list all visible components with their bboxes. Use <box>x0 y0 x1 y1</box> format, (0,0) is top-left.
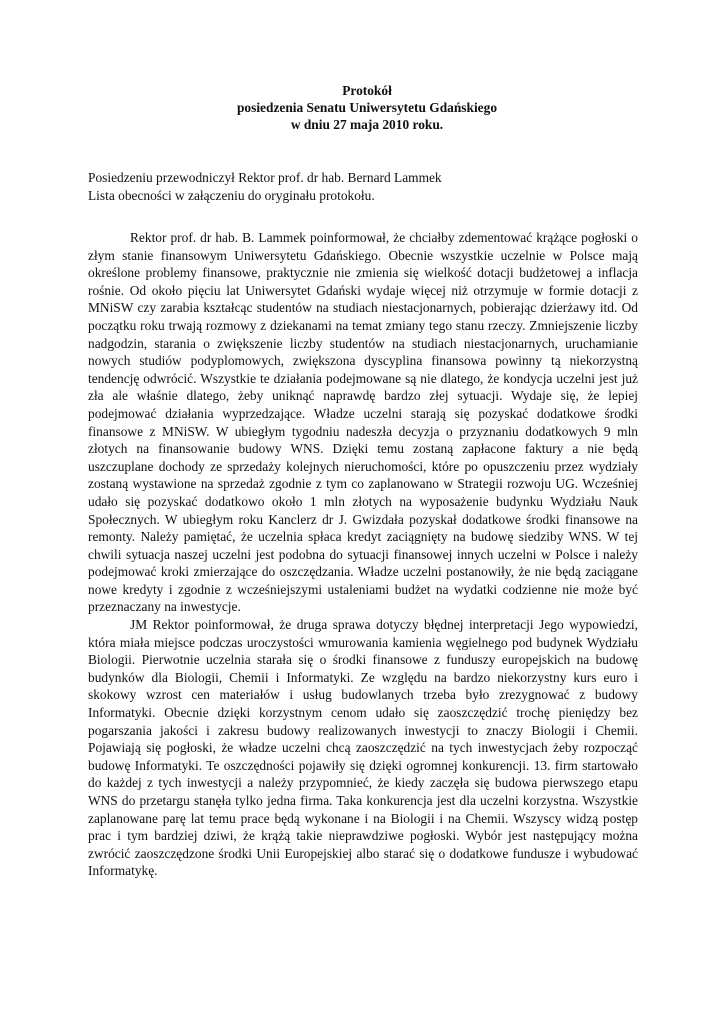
chairperson-line: Posiedzeniu przewodniczył Rektor prof. dr hab. Bernard Lammek <box>88 170 442 185</box>
paragraph-finances: Rektor prof. dr hab. B. Lammek poinformował, że chciałby zdementować krążące pogłoski o złym stanie finansowym Uniwersytetu Gdańskiego. Obecnie wszystkie uczelnie w Polsce mają określone problemy finansowe, praktycznie nie zmienia się wielkość dotacji budżetowej a inflacja rośnie. Od około pięciu lat Uniwersytet Gdański wydaje więcej niż otrzymuje w formie dotacji z MNiSW czy zarabia kształcąc studentów na studiach niestacjonarnych, pobierając dzierżawy itd. Od początku roku trwają rozmowy z dziekanami na temat zmiany tego stanu rzeczy. Zmniejszenie liczby nadgodzin, starania o zwiększenie liczby studentów na studiach niestacjonarnych, uruchamianie nowych studiów podyplomowych, zwiększona dyscyplina finansowa powinny tą niekorzystną tendencję odwrócić. Wszystkie te działania podejmowane są nie dlatego, że kondycja uczelni jest już zła ale właśnie dlatego, żeby uniknąć naprawdę bardzo złej sytuacji. Wydaje się, że lepiej podejmować działania wyprzedzające. Władze uczelni starają się pozyskać dodatkowe środki finansowe z MNiSW. W ubiegłym tygodniu nadeszła decyzja o przyznaniu dodatkowych 9 mln złotych na finansowanie budowy WNS. Dzięki temu zostaną zapłacone faktury a nie będą uszczuplane dochody ze sprzedaży kolejnych nieruchomości, które po opuszczeniu przez wydziały zostaną wystawione na sprzedaż zgodnie z tym co zaplanowano w Strategii rozwoju UG. Wcześniej udało się pozyskać dodatkowo około 1 mln złotych na wyposażenie budynku Wydziału Nauk Społecznych. W ubiegłym roku Kanclerz dr J. Gwizdała pozyskał dodatkowe środki finansowe na remonty. Należy pamiętać, że uczelnia spłaca kredyt zaciągnięty na budowę siedziby WNS. W tej chwili sytuacja naszej uczelni jest podobna do sytuacji finansowej innych uczelni w Polsce i należy podejmować kroki zmierzające do oszczędzania. Władze uczelni postanowiły, że nie będą zaciągane nowe kredyty i zgodnie z wcześniejszymi ustaleniami budżet na wydatki codzienne nie może być przeznaczany na inwestycje. <box>88 230 638 615</box>
attendance-line: Lista obecności w załączeniu do oryginału protokołu. <box>88 187 375 203</box>
paragraph-biology-building: JM Rektor poinformował, że druga sprawa dotyczy błędnej interpretacji Jego wypowiedzi, która miała miejsce podczas uroczystości wmurowania kamienia węgielnego pod budynek Wydziału Biologii. Pierwotnie uczelnia starała się o środki finansowe z funduszy europejskich na budowę budynków dla Biologii, Chemii i Informatyki. Ze względu na bardzo niekorzystny kurs euro i skokowy wzrost cen materiałów i usług budowlanych trzeba było zrezygnować z budowy Informatyki. Obecnie dzięki korzystnym cenom udało się zaoszczędzić trochę pieniędzy bez pogarszania jakości i zakresu budowy realizowanych inwestycji to znaczy Biologii i Chemii. Pojawiają się pogłoski, że władze uczelni chcą zaoszczędzić na tych inwestycjach żeby rozpocząć budowę Informatyki. Te oszczędności pojawiły się dzięki ogromnej konkurencji. 13. firm startowało do każdej z tych inwestycji a należy przypomnieć, że kiedy zaczęła się budowa pierwszego etapu WNS do przetargu stanęła tylko jedna firma. Taka konkurencja jest dla uczelni korzystna. Wszystkie zaplanowane parę lat temu prace będą wykonane i na Biologii i na Chemii. Wszyscy widzą postęp prac i tym bardziej dziwi, że krążą takie nieprawdziwe pogłoski. Wybór jest następujący można zwrócić zaoszczędzone środki Unii Europejskiej albo starać się o dodatkowe fundusze i wybudować Informatykę. <box>88 617 638 879</box>
document-page <box>88 82 638 880</box>
title-line-protocol: Protokół <box>342 83 392 98</box>
intro-block <box>88 169 638 204</box>
title-line-date: w dniu 27 maja 2010 roku. <box>290 117 444 132</box>
protocol-body <box>88 229 638 880</box>
title-line-session: posiedzenia Senatu Uniwersytetu Gdańskiego <box>236 100 498 115</box>
document-title <box>96 82 638 133</box>
